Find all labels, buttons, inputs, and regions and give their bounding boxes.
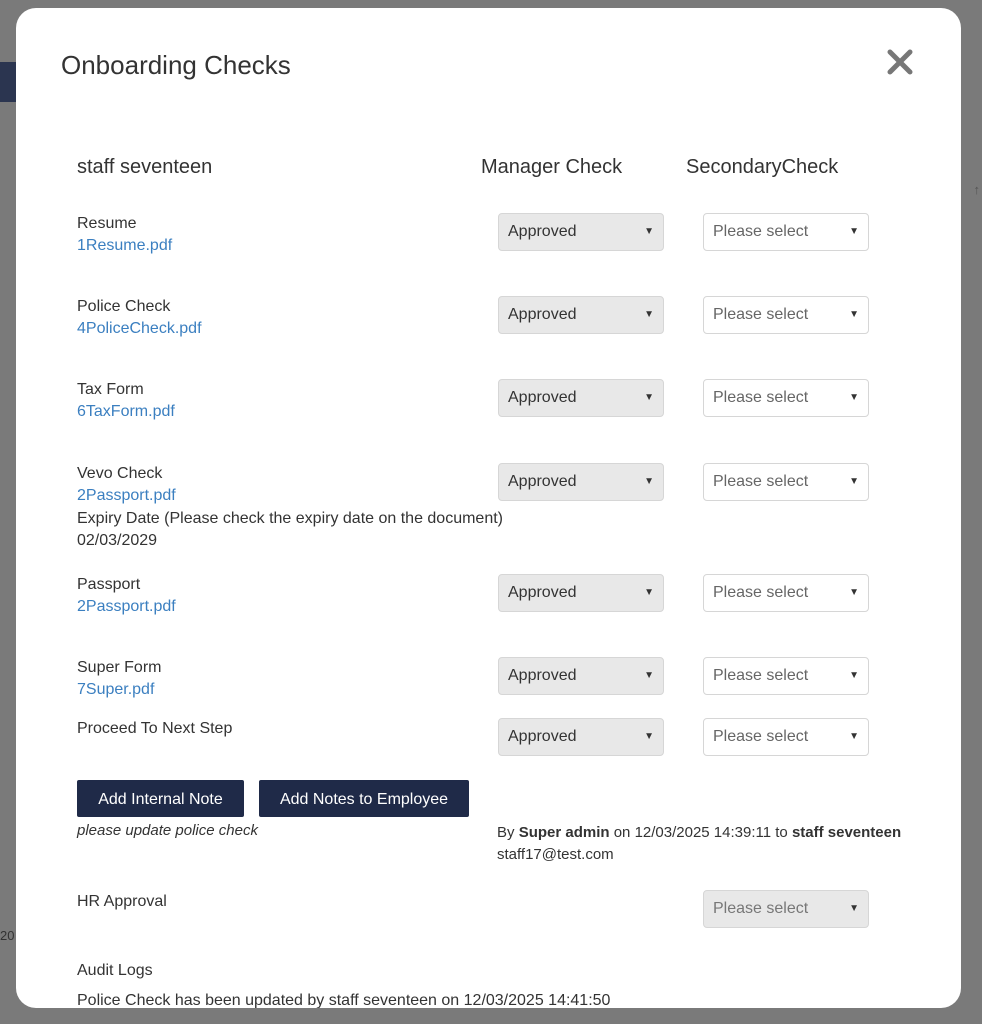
add-internal-note-button[interactable]: Add Internal Note: [77, 780, 244, 817]
select-value: Approved: [508, 728, 577, 745]
onboarding-checks-modal: [16, 8, 961, 1008]
secondary-check-select[interactable]: [703, 574, 869, 612]
document-link[interactable]: 6TaxForm.pdf: [77, 403, 175, 420]
hr-approval-label: HR Approval: [77, 893, 167, 910]
expiry-date-value: 02/03/2029: [77, 532, 158, 549]
row-label: Super Form: [77, 659, 162, 676]
select-value: Please select: [713, 473, 809, 490]
select-value: Please select: [713, 389, 809, 406]
document-link[interactable]: 7Super.pdf: [77, 681, 155, 698]
caret-down-icon: ▼: [644, 392, 654, 403]
audit-logs-heading: Audit Logs: [77, 962, 153, 979]
caret-down-icon: ▼: [644, 476, 654, 487]
note-recipient: staff seventeen: [791, 824, 902, 841]
note-on-text: on 12/03/2025 14:39:11 to: [613, 824, 788, 841]
note-recipient-email: staff17@test.com: [497, 846, 614, 863]
caret-down-icon: ▼: [849, 587, 859, 598]
secondary-check-select[interactable]: [703, 296, 869, 334]
select-value: Please select: [713, 306, 809, 323]
internal-note-text: please update police check: [77, 822, 258, 839]
hr-approval-select[interactable]: [703, 890, 869, 928]
close-button[interactable]: [882, 44, 918, 80]
manager-check-heading: Manager Check: [481, 156, 623, 178]
select-value: Please select: [713, 223, 809, 240]
manager-check-select[interactable]: [498, 574, 664, 612]
secondary-check-select[interactable]: [703, 379, 869, 417]
select-value: Please select: [713, 900, 809, 917]
select-value: Please select: [713, 667, 809, 684]
caret-down-icon: ▼: [644, 587, 654, 598]
secondary-check-heading: SecondaryCheck: [686, 156, 839, 178]
select-value: Approved: [508, 389, 577, 406]
select-value: Approved: [508, 306, 577, 323]
caret-down-icon: ▼: [644, 309, 654, 320]
manager-check-select[interactable]: [498, 379, 664, 417]
caret-down-icon: ▼: [644, 670, 654, 681]
secondary-check-select[interactable]: [703, 463, 869, 501]
note-meta: [497, 822, 901, 866]
select-value: Please select: [713, 584, 809, 601]
manager-check-select[interactable]: [498, 718, 664, 756]
add-notes-to-employee-button[interactable]: Add Notes to Employee: [259, 780, 469, 817]
document-link[interactable]: 2Passport.pdf: [77, 598, 176, 615]
select-value: Approved: [508, 584, 577, 601]
caret-down-icon: ▼: [644, 731, 654, 742]
caret-down-icon: ▼: [849, 903, 859, 914]
manager-check-select[interactable]: [498, 296, 664, 334]
note-by-prefix: By: [497, 824, 515, 841]
row-label: Tax Form: [77, 381, 144, 398]
manager-check-select[interactable]: [498, 213, 664, 251]
row-label: Passport: [77, 576, 141, 593]
background-text-right: ↑: [973, 182, 980, 197]
document-link[interactable]: 2Passport.pdf: [77, 487, 176, 504]
select-value: Please select: [713, 728, 809, 745]
caret-down-icon: ▼: [849, 226, 859, 237]
secondary-check-select[interactable]: [703, 718, 869, 756]
row-label: Vevo Check: [77, 465, 163, 482]
note-author: Super admin: [518, 824, 610, 841]
select-value: Approved: [508, 667, 577, 684]
caret-down-icon: ▼: [849, 309, 859, 320]
manager-check-select[interactable]: [498, 657, 664, 695]
background-text-left: 20: [0, 928, 15, 943]
close-icon: [882, 44, 918, 80]
audit-log-entry: Police Check has been updated by staff seventeen on 12/03/2025 14:41:50: [77, 992, 611, 1008]
row-label: Police Check: [77, 298, 171, 315]
caret-down-icon: ▼: [849, 670, 859, 681]
caret-down-icon: ▼: [849, 392, 859, 403]
document-link[interactable]: 4PoliceCheck.pdf: [77, 320, 202, 337]
secondary-check-select[interactable]: [703, 213, 869, 251]
secondary-check-select[interactable]: [703, 657, 869, 695]
select-value: Approved: [508, 473, 577, 490]
caret-down-icon: ▼: [849, 476, 859, 487]
modal-title: Onboarding Checks: [61, 50, 291, 80]
row-label: Resume: [77, 215, 137, 232]
expiry-date-label: Expiry Date (Please check the expiry date on the document): [77, 510, 503, 527]
select-value: Approved: [508, 223, 577, 240]
document-link[interactable]: 1Resume.pdf: [77, 237, 173, 254]
caret-down-icon: ▼: [849, 731, 859, 742]
employee-name-heading: staff seventeen: [77, 156, 213, 178]
manager-check-select[interactable]: [498, 463, 664, 501]
row-label: Proceed To Next Step: [77, 720, 233, 737]
caret-down-icon: ▼: [644, 226, 654, 237]
